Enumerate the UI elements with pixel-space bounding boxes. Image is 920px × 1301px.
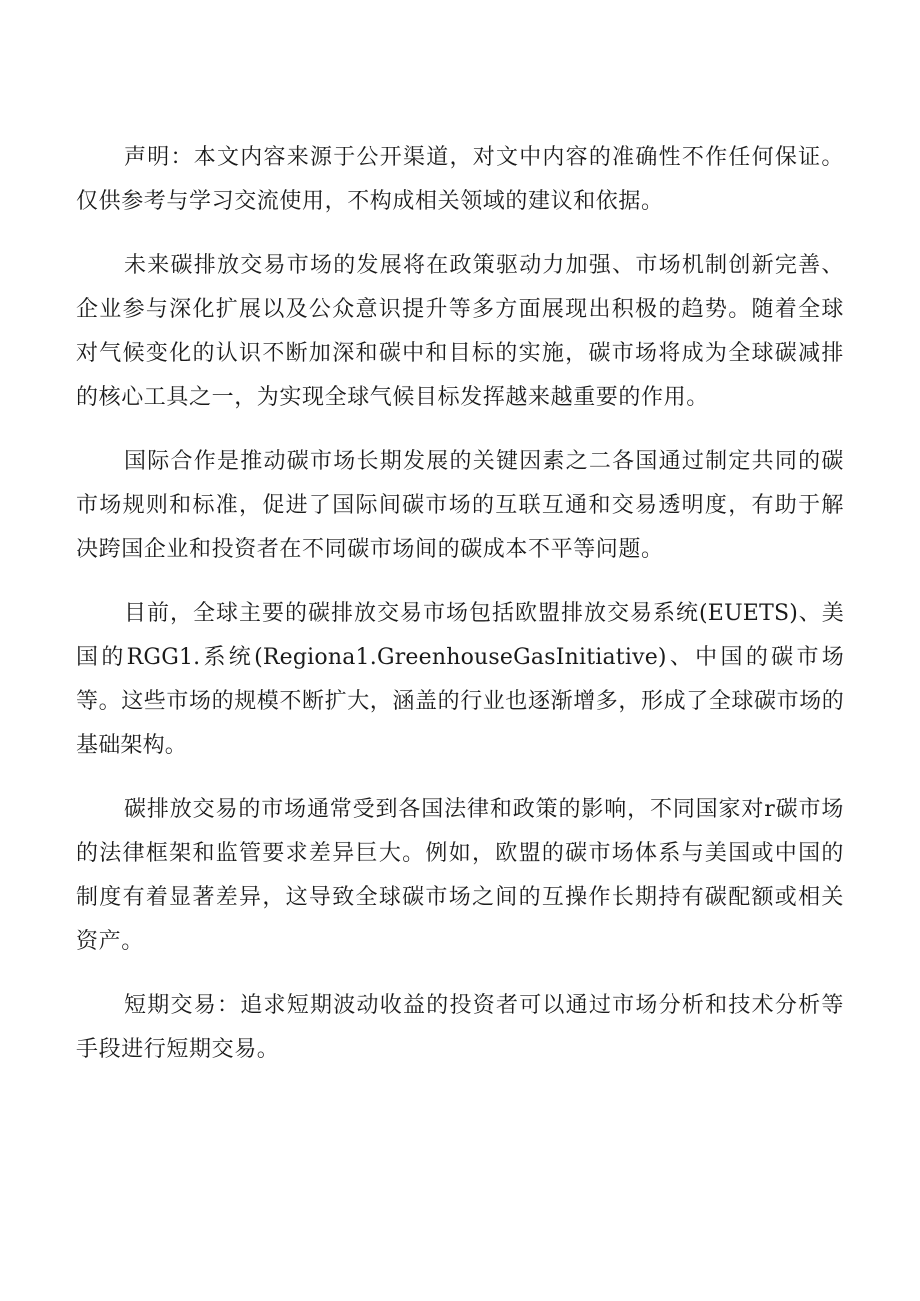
- future-trend-paragraph: 未来碳排放交易市场的发展将在政策驱动力加强、市场机制创新完善、企业参与深化扩展以及公众意识提升等多方面展现出积极的趋势。随着全球对气候变化的认识不断加深和碳中和目标的实施，碳市场将成为全球碳减排的核心工具之一，为实现全球气候目标发挥越来越重要的作用。: [76, 253, 844, 410]
- short-term-trading-paragraph: 短期交易：追求短期波动收益的投资者可以通过市场分析和技术分析等手段进行短期交易。: [76, 993, 844, 1062]
- disclaimer-paragraph: 声明：本文内容来源于公开渠道，对文中内容的准确性不作任何保证。仅供参考与学习交流使用，不构成相关领域的建议和依据。: [76, 145, 844, 214]
- global-markets-paragraph: 目前，全球主要的碳排放交易市场包括欧盟排放交易系统(EUETS)、美国的RGG1.系统(Regiona1.GreenhouseGasInitiative)、中国的碳市场等。这些市场的规模不断扩大，涵盖的行业也逐渐增多，形成了全球碳市场的基础架构。: [76, 601, 844, 758]
- international-cooperation-paragraph: 国际合作是推动碳市场长期发展的关键因素之二各国通过制定共同的碳市场规则和标准，促进了国际间碳市场的互联互通和交易透明度，有助于解决跨国企业和投资者在不同碳市场间的碳成本不平等问题。: [76, 449, 844, 562]
- document-body: [76, 136, 844, 1092]
- legal-policy-paragraph: 碳排放交易的市场通常受到各国法律和政策的影响，不同国家对r碳市场的法律框架和监管要求差异巨大。例如，欧盟的碳市场体系与美国或中国的制度有着显著差异，这导致全球碳市场之间的互操作长期持有碳配额或相关资产。: [76, 797, 844, 954]
